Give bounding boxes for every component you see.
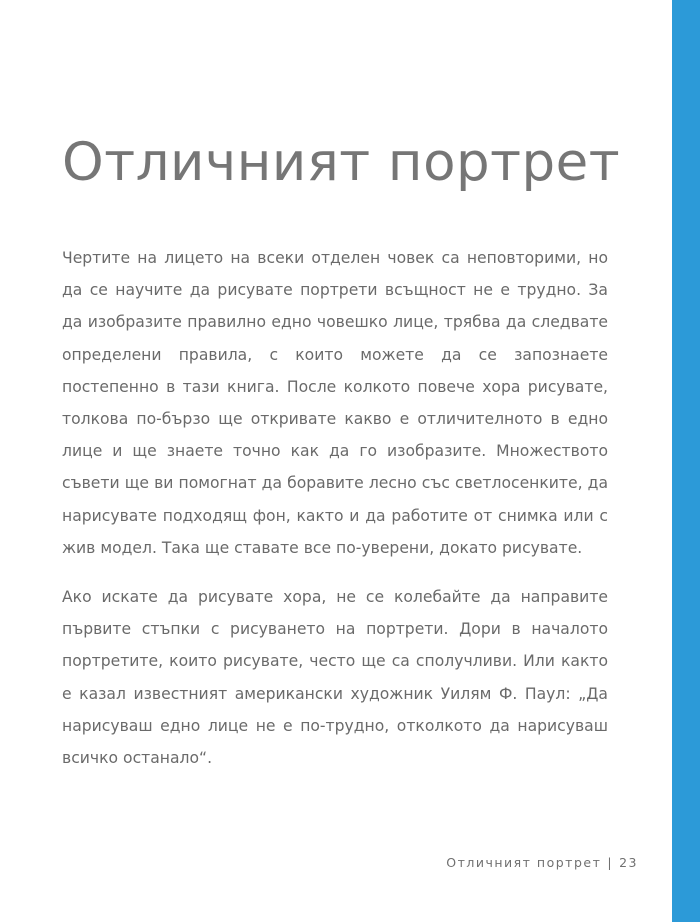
accent-side-bar — [672, 0, 700, 922]
paragraph-2: Ако искате да рисувате хора, не се колебайте да направите първите стъпки с рисуването на портрети. Дори в началото портретите, които рисувате, често ще са сполучливи. Или както е казал известният американски художник Уилям Ф. Паул: „Да нарисуваш едно лице не е по-трудно, отколкото да нарисуваш всичко останало“. — [62, 588, 608, 768]
paragraph-1: Чертите на лицето на всеки отделен човек са неповторими, но да се научите да рисувате портрети всъщност не е трудно. За да изобразите правилно едно човешко лице, трябва да следвате определени правила, с които можете да се запознаете постепенно в тази книга. После колкото повече хора рисувате, толкова по-бързо ще откривате какво е отличителното в едно лице и ще знаете точно как да го изобразите. Множеството съвети ще ви помогнат да боравите лесно със светлосенките, да нарисувате подходящ фон, както и да работите от снимка или с жив модел. Така ще ставате все по-уверени, докато рисувате. — [62, 249, 608, 557]
page-number: 23 — [619, 855, 638, 870]
page-footer — [446, 855, 638, 870]
body-text — [62, 242, 608, 791]
footer-separator: | — [607, 855, 614, 870]
page-title: Отличният портрет — [62, 132, 621, 193]
running-title: Отличният портрет — [446, 855, 602, 870]
